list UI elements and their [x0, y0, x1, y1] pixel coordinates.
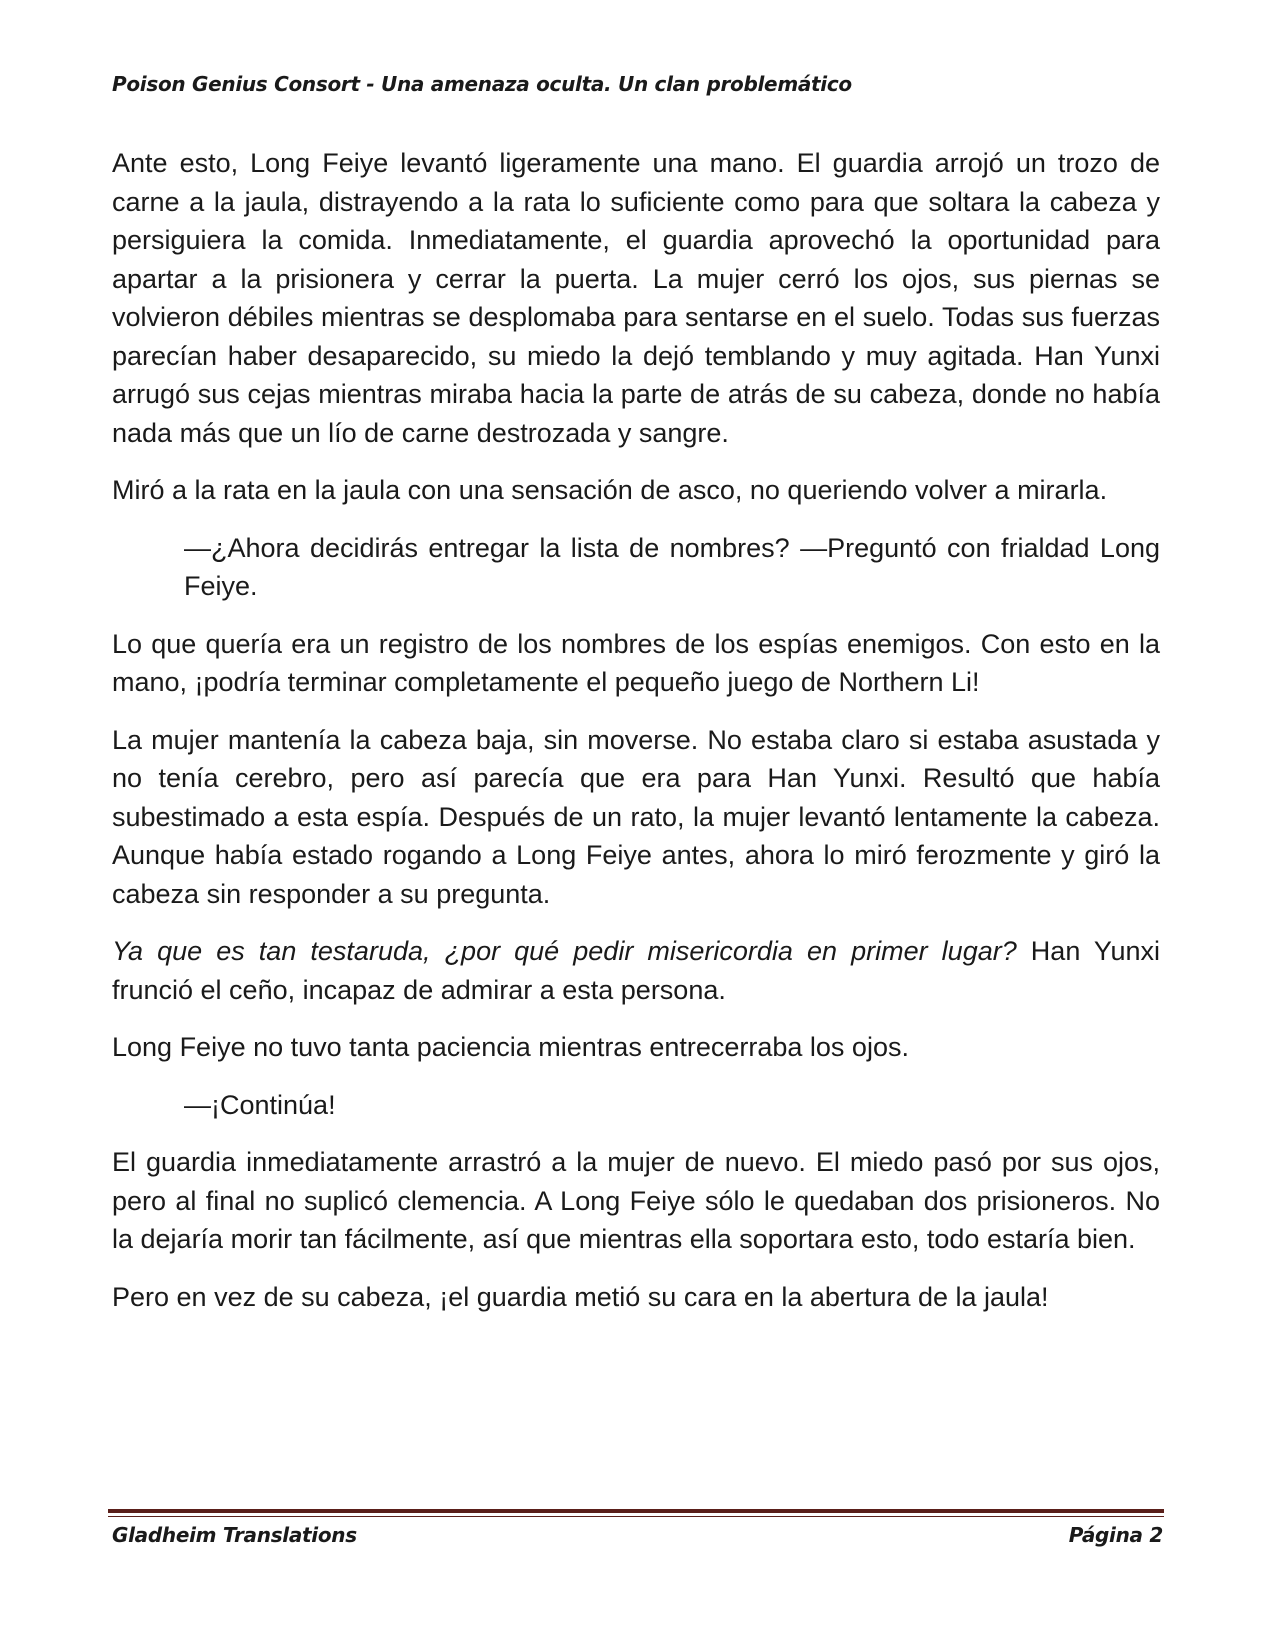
page-number: Página 2: [1068, 1523, 1163, 1547]
paragraph-text: Han Yunxi frunció el ceño, incapaz de admirar a esta persona.: [112, 936, 1160, 1005]
inner-thought: Ya que es tan testaruda, ¿por qué pedir misericordia en primer lugar?: [112, 936, 1017, 966]
dialog-paragraph: —¿Ahora decidirás entregar la lista de nombres? —Preguntó con frialdad Long Feiye.: [184, 532, 1160, 601]
paragraph: El guardia inmediatamente arrastró a la mujer de nuevo. El miedo pasó por sus ojos, pero al final no suplicó clemencia. A Long Feiye sólo le quedaban dos prisioneros. No la dejaría morir tan fácilmente, así que mientras ella soportara esto, todo estaría bien.: [112, 1147, 1160, 1254]
footer-publisher: Gladheim Translations: [112, 1523, 357, 1547]
page-header: Poison Genius Consort - Una amenaza oculta. Un clan problemático: [112, 72, 852, 96]
paragraph: Miró a la rata en la jaula con una sensación de asco, no queriendo volver a mirarla.: [112, 475, 1108, 505]
paragraph: Long Feiye no tuvo tanta paciencia mientras entrecerraba los ojos.: [112, 1032, 909, 1062]
paragraph: Lo que quería era un registro de los nombres de los espías enemigos. Con esto en la mano, ¡podría terminar completamente el pequeño juego de Northern Li!: [112, 628, 1160, 697]
paragraph: Ante esto, Long Feiye levantó ligeramente una mano. El guardia arrojó un trozo de carne a la jaula, distrayendo a la rata lo suficiente como para que soltara la cabeza y persiguiera la comida. Inmediatamente, el guardia aprovechó la oportunidad para apartar a la prisionera y cerrar la puerta. La mujer cerró los ojos, sus piernas se volvieron débiles mientras se desplomaba para sentarse en el suelo. Todas sus fuerzas parecían haber desaparecido, su miedo la dejó temblando y muy agitada. Han Yunxi arrugó sus cejas mientras miraba hacia la parte de atrás de su cabeza, donde no había nada más que un lío de carne destrozada y sangre.: [112, 148, 1160, 448]
footer-divider-thin: [108, 1516, 1164, 1517]
paragraph: Pero en vez de su cabeza, ¡el guardia metió su cara en la abertura de la jaula!: [112, 1281, 1049, 1312]
paragraph: [112, 932, 1160, 1009]
dialog-paragraph: —¡Continúa!: [184, 1089, 336, 1120]
document-body: [112, 144, 1160, 1335]
paragraph: La mujer mantenía la cabeza baja, sin moverse. No estaba claro si estaba asustada y no tenía cerebro, pero así parecía que era para Han Yunxi. Resultó que había subestimado a esta espía. Después de un rato, la mujer levantó lentamente la cabeza. Aunque había estado rogando a Long Feiye antes, ahora lo miró ferozmente y giró la cabeza sin responder a su pregunta.: [112, 724, 1160, 909]
footer-divider: [108, 1509, 1164, 1513]
